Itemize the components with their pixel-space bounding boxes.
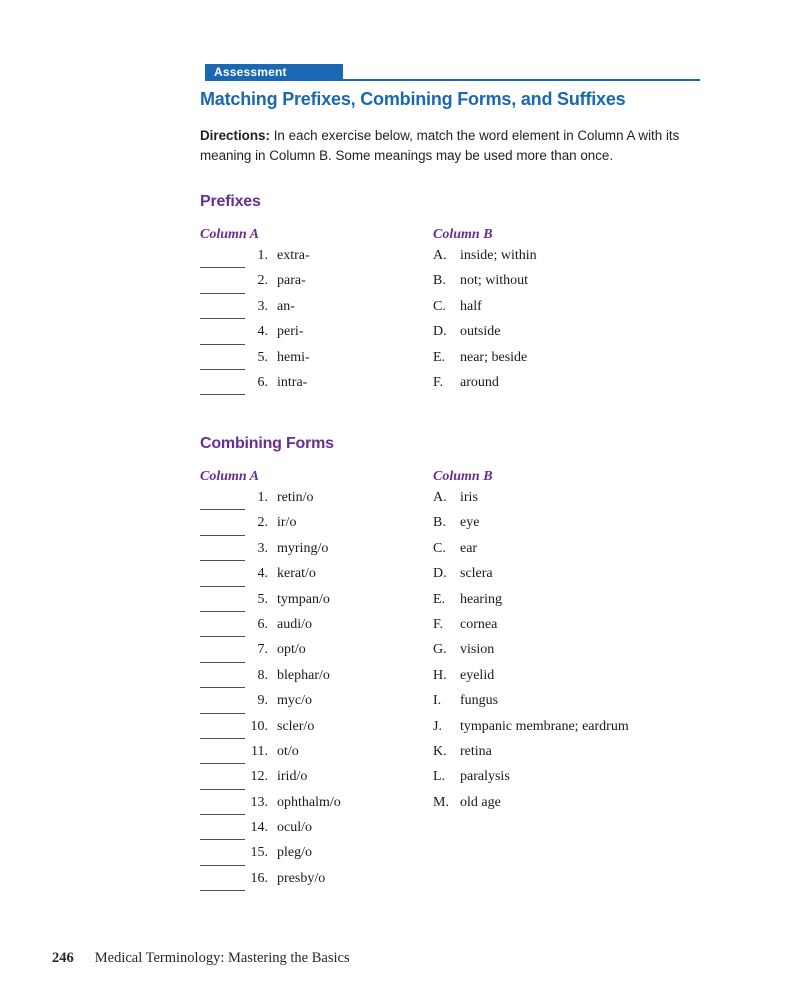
meaning-text: around [460,374,499,390]
column-a-list [200,490,430,896]
meaning-letter: D. [433,566,447,582]
item-term: an- [277,298,295,314]
meaning-row [433,592,763,617]
column-a-list [200,248,430,400]
meaning-row [433,324,763,349]
item-number: 15. [250,845,268,861]
item-term: retin/o [277,490,314,505]
item-number: 8. [257,667,268,683]
item-term: presby/o [277,870,326,886]
column-b-list [433,490,763,820]
item-number: 2. [257,515,268,531]
meaning-text: half [460,298,482,314]
match-row [200,299,430,324]
meaning-letter: F. [433,616,444,632]
meaning-letter: D. [433,324,447,340]
column-b-list [433,248,763,400]
item-number: 6. [257,374,268,390]
item-number: 1. [257,248,268,263]
match-row [200,592,430,617]
answer-blank [200,752,245,764]
answer-blank [200,778,245,790]
meaning-row [433,642,763,667]
item-term: opt/o [277,642,306,658]
meaning-row [433,769,763,794]
match-row [200,845,430,870]
answer-blank [200,307,245,319]
meaning-row [433,744,763,769]
answer-blank [200,256,245,268]
meaning-letter: A. [433,490,447,505]
item-term: kerat/o [277,566,316,582]
meaning-row [433,668,763,693]
item-term: blephar/o [277,667,330,683]
answer-blank [200,702,245,714]
meaning-letter: J. [433,718,442,734]
match-row [200,490,430,515]
item-number: 3. [257,298,268,314]
meaning-row [433,617,763,642]
match-row [200,795,430,820]
meaning-text: ear [460,540,478,556]
meaning-row [433,273,763,298]
item-number: 2. [257,273,268,289]
match-row [200,871,430,896]
meaning-letter: C. [433,540,446,556]
meaning-row [433,795,763,820]
answer-blank [200,854,245,866]
meaning-text: fungus [460,693,499,709]
meaning-text: cornea [460,616,498,632]
item-number: 11. [251,743,268,759]
meaning-letter: G. [433,642,447,658]
match-row [200,642,430,667]
page-footer [52,950,350,967]
item-term: audi/o [277,616,312,632]
answer-blank [200,651,245,663]
meaning-text: not; without [460,273,529,289]
assessment-badge [205,64,343,81]
directions-text: In each exercise below, match the word element in Column A with its meaning in Column B. Some meanings may be used more than once. [200,128,680,163]
match-row [200,350,430,375]
answer-blank [200,803,245,815]
meaning-letter: B. [433,273,446,289]
item-number: 13. [250,794,268,810]
item-term: extra- [277,248,310,263]
meaning-text: paralysis [460,769,510,785]
answer-blank [200,727,245,739]
meaning-text: retina [460,743,492,759]
assessment-badge-label: Assessment [214,65,287,79]
item-term: ophthalm/o [277,794,341,810]
item-term: scler/o [277,718,315,734]
meaning-row [433,693,763,718]
answer-blank [200,333,245,345]
meaning-letter: K. [433,743,447,759]
meaning-text: eye [460,515,480,531]
match-row [200,541,430,566]
meaning-row [433,248,763,273]
book-title: Medical Terminology: Mastering the Basics [94,950,350,966]
meaning-letter: L. [433,769,446,785]
answer-blank [200,358,245,370]
item-number: 1. [257,490,268,505]
match-row [200,769,430,794]
answer-blank [200,383,245,395]
item-number: 14. [250,820,268,836]
section-heading: Combining Forms [200,435,334,452]
match-row [200,515,430,540]
match-row [200,668,430,693]
item-term: intra- [277,374,308,390]
answer-blank [200,625,245,637]
match-row [200,820,430,845]
meaning-row [433,566,763,591]
item-term: para- [277,273,306,289]
match-row [200,693,430,718]
item-term: myc/o [277,693,312,709]
meaning-row [433,350,763,375]
item-number: 5. [257,591,268,607]
meaning-text: outside [460,324,501,340]
match-row [200,248,430,273]
column-b-label: Column B [433,227,493,242]
meaning-row [433,719,763,744]
meaning-row [433,541,763,566]
answer-blank [200,600,245,612]
meaning-text: inside; within [460,248,537,263]
column-b-label: Column B [433,469,493,484]
meaning-letter: F. [433,374,444,390]
meaning-letter: B. [433,515,446,531]
match-row [200,617,430,642]
item-term: irid/o [277,769,308,785]
directions [200,126,705,166]
meaning-letter: C. [433,298,446,314]
answer-blank [200,498,245,510]
meaning-text: eyelid [460,667,495,683]
item-number: 12. [250,769,268,785]
match-row [200,719,430,744]
item-term: ot/o [277,743,299,759]
item-number: 4. [257,566,268,582]
column-a-label: Column A [200,227,260,242]
item-number: 10. [250,718,268,734]
meaning-text: sclera [460,566,493,582]
meaning-text: hearing [460,591,502,607]
answer-blank [200,828,245,840]
item-term: peri- [277,324,304,340]
match-row [200,375,430,400]
answer-blank [200,549,245,561]
item-number: 16. [250,870,268,886]
page-number: 246 [52,950,74,966]
answer-blank [200,879,245,891]
page-title: Matching Prefixes, Combining Forms, and Suffixes [200,89,626,109]
section-heading: Prefixes [200,193,261,210]
item-term: ocul/o [277,820,312,836]
match-row [200,324,430,349]
item-number: 6. [257,616,268,632]
item-number: 3. [257,540,268,556]
item-term: pleg/o [277,845,312,861]
column-a-label: Column A [200,469,260,484]
item-number: 5. [257,349,268,365]
answer-blank [200,282,245,294]
meaning-row [433,375,763,400]
meaning-text: tympanic membrane; eardrum [460,718,629,734]
answer-blank [200,575,245,587]
meaning-letter: M. [433,794,449,810]
meaning-letter: I. [433,693,442,709]
meaning-row [433,299,763,324]
item-number: 7. [257,642,268,658]
meaning-text: vision [460,642,495,658]
meaning-letter: H. [433,667,447,683]
answer-blank [200,676,245,688]
item-number: 9. [257,693,268,709]
meaning-row [433,490,763,515]
directions-label: Directions: [200,128,270,143]
meaning-letter: E. [433,349,446,365]
meaning-text: near; beside [460,349,528,365]
item-term: tympan/o [277,591,330,607]
meaning-row [433,515,763,540]
meaning-text: old age [460,794,501,810]
match-row [200,566,430,591]
item-number: 4. [257,324,268,340]
meaning-letter: E. [433,591,446,607]
meaning-letter: A. [433,248,447,263]
item-term: myring/o [277,540,329,556]
item-term: hemi- [277,349,310,365]
meaning-text: iris [460,490,478,505]
item-term: ir/o [277,515,297,531]
answer-blank [200,524,245,536]
match-row [200,744,430,769]
match-row [200,273,430,298]
